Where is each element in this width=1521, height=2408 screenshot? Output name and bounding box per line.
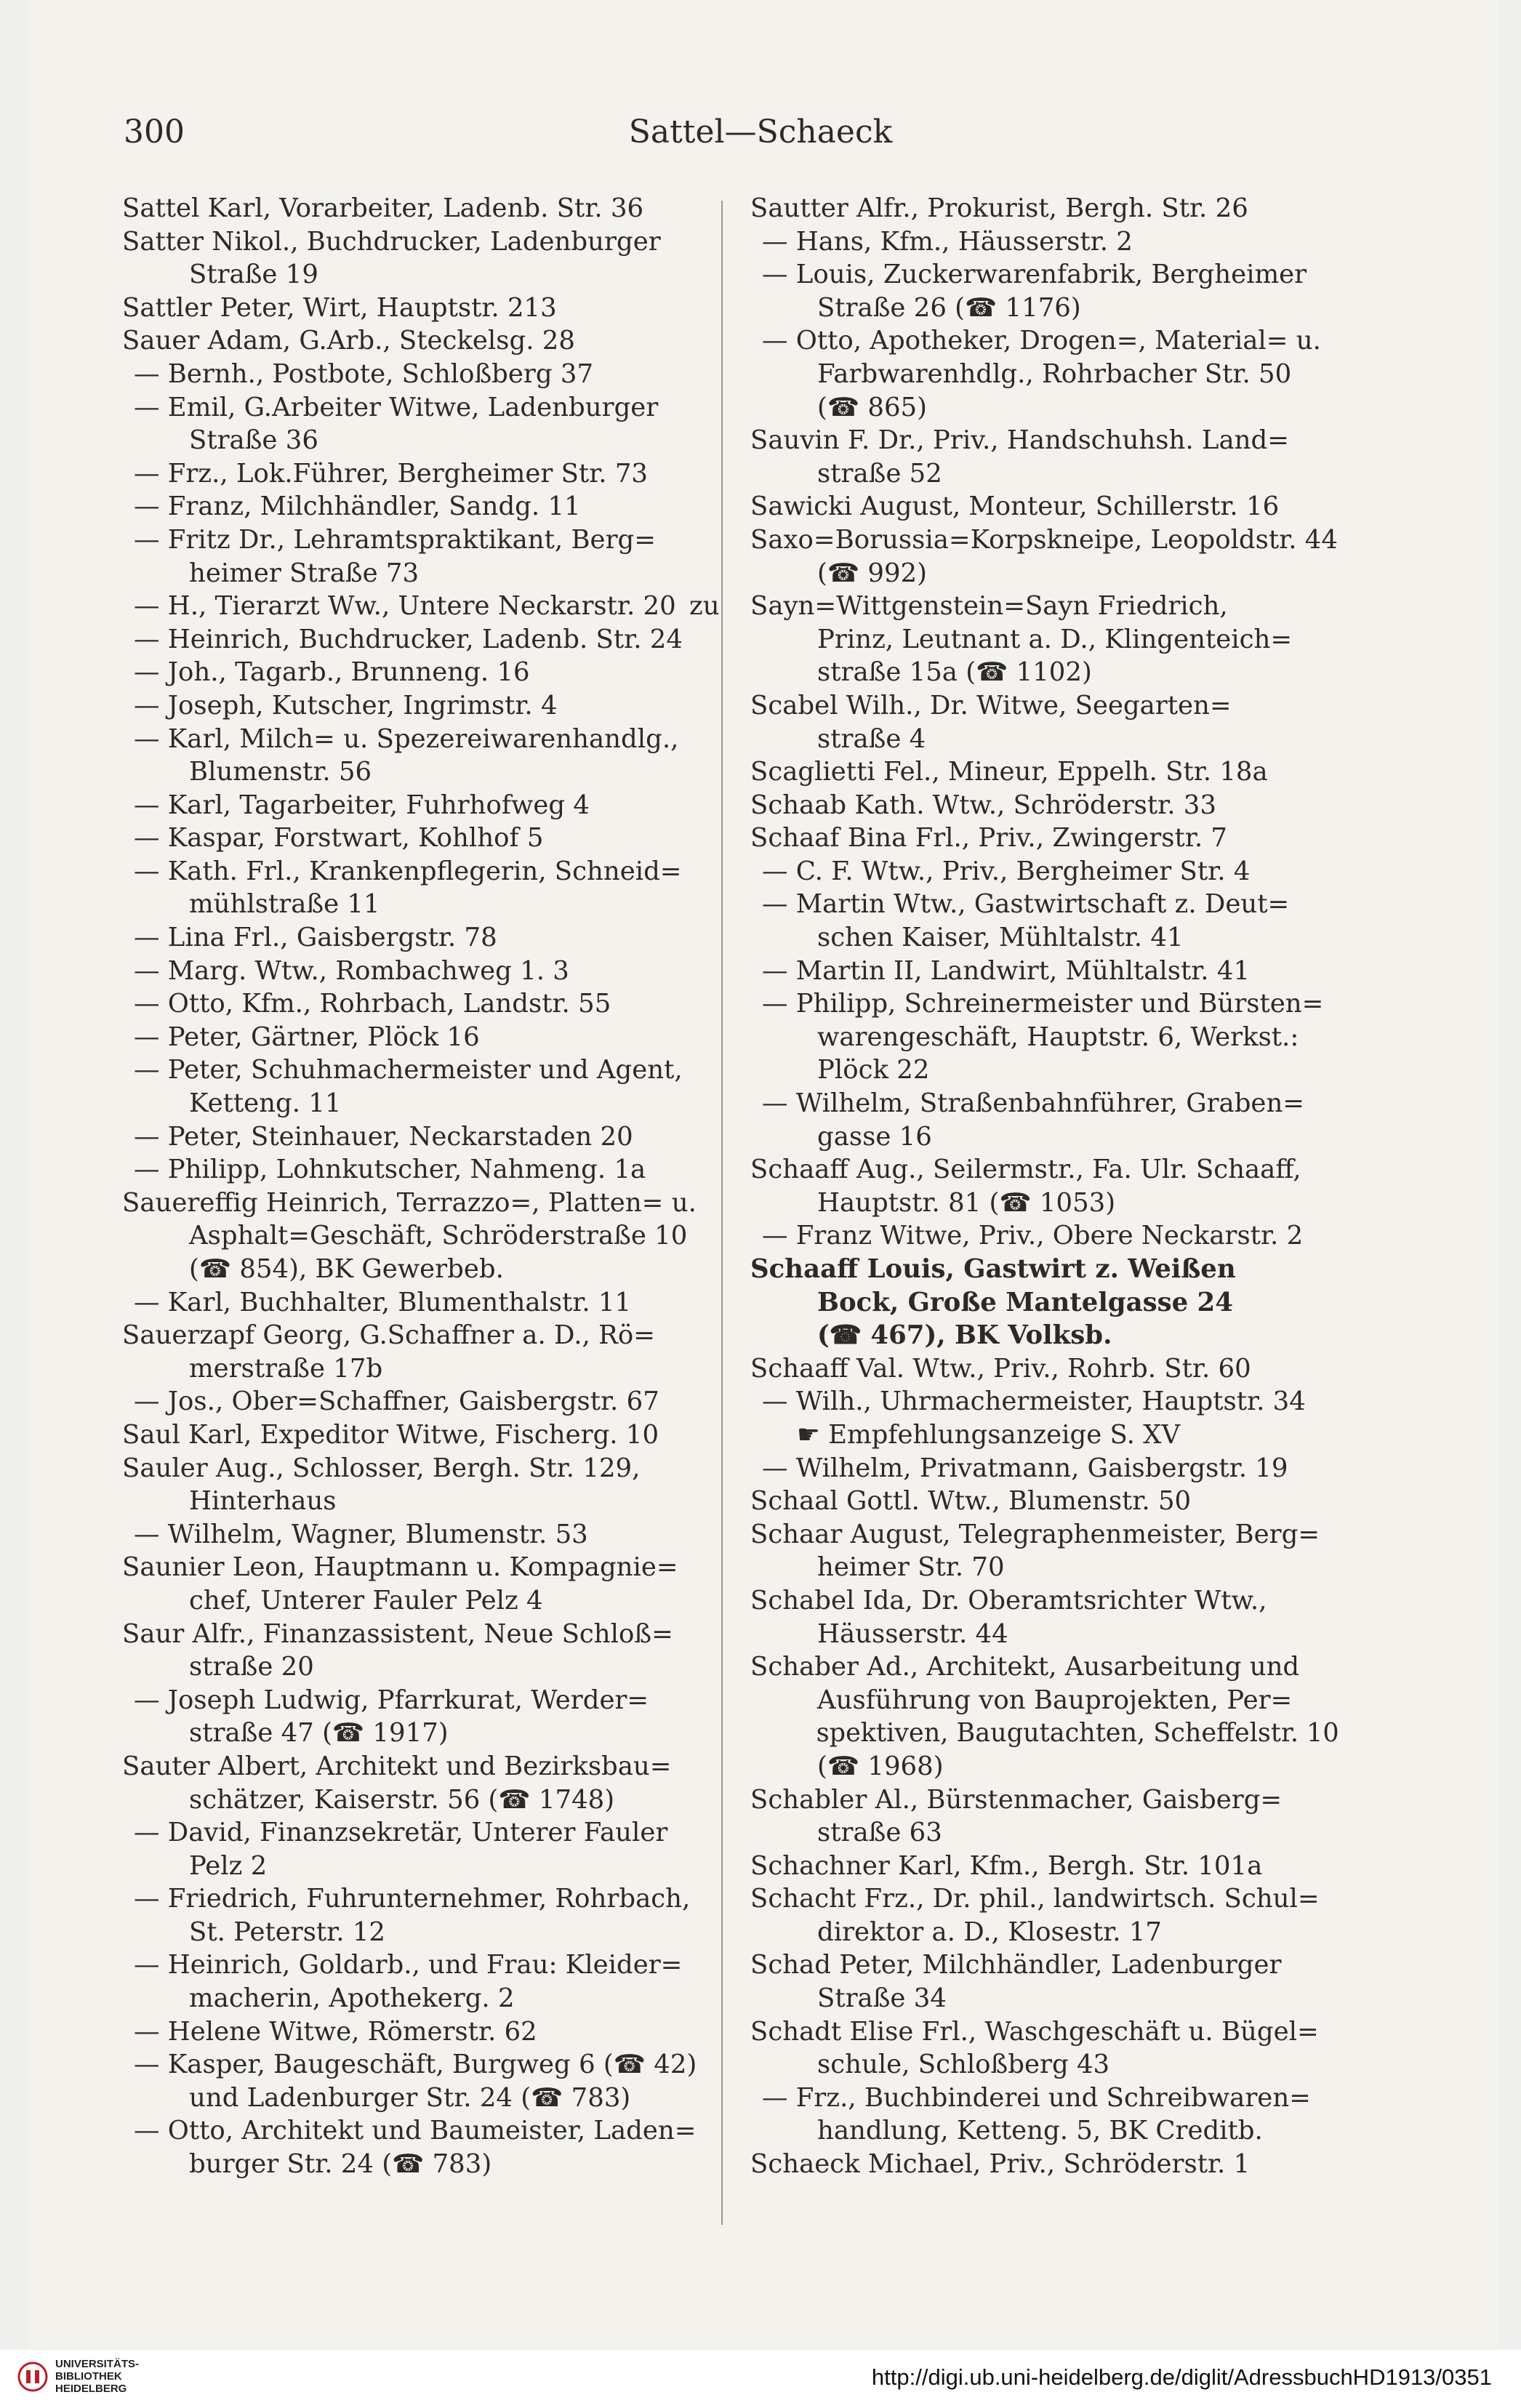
entry-line: — Fritz Dr., Lehramtspraktikant, Berg= — [134, 524, 657, 555]
entry-continuation: straße 20 — [189, 1652, 314, 1682]
directory-entry — [122, 523, 711, 590]
entry-line: Sawicki August, Monteur, Schillerstr. 16 — [750, 491, 1280, 522]
directory-entry — [750, 987, 1339, 1087]
entry-line: — Lina Frl., Gaisbergstr. 78 — [134, 923, 497, 953]
source-url-link[interactable]: http://digi.ub.uni-heidelberg.de/diglit/AdressbuchHD1913/0351 — [871, 2364, 1492, 2390]
directory-entry — [750, 1584, 1339, 1650]
entry-continuation: Häusserstr. 44 — [817, 1618, 1008, 1649]
directory-entry — [122, 590, 711, 623]
entry-line: — David, Finanzsekretär, Unterer Fauler — [134, 1818, 668, 1848]
directory-entry — [750, 258, 1339, 324]
entry-continuation: burger Str. 24 (☎ 783) — [189, 2149, 492, 2180]
directory-entry — [750, 1518, 1339, 1584]
entry-line: Saur Alfr., Finanzassistent, Neue Schloß= — [122, 1618, 673, 1649]
entry-line: — Karl, Milch= u. Spezereiwarenhandlg., — [134, 723, 679, 754]
directory-entry — [750, 1882, 1339, 1949]
directory-entry — [122, 987, 711, 1021]
entry-continuation: merstraße 17b — [189, 1353, 383, 1384]
entry-line: — Peter, Schuhmachermeister und Agent, — [134, 1055, 683, 1085]
entry-line: Schaber Ad., Architekt, Ausarbeitung und — [750, 1652, 1300, 1682]
entry-line: Sayn=Wittgenstein=Sayn Friedrich, — [750, 591, 1228, 622]
entry-continuation: (☎ 1968) — [817, 1751, 944, 1781]
directory-entry — [122, 855, 711, 921]
entry-line: — Martin Wtw., Gastwirtschaft z. Deut= — [762, 889, 1290, 920]
entry-continuation: Farbwarenhdlg., Rohrbacher Str. 50 — [817, 358, 1292, 389]
entry-continuation: Blumenstr. 56 — [189, 757, 372, 787]
directory-entry — [122, 1684, 711, 1750]
library-logo-icon — [17, 2361, 48, 2392]
directory-entry — [122, 1319, 711, 1385]
entry-line: Scaglietti Fel., Mineur, Eppelh. Str. 18a — [750, 757, 1268, 787]
directory-entry — [750, 1385, 1339, 1418]
entry-line: — Karl, Buchhalter, Blumenthalstr. 11 — [134, 1287, 632, 1317]
directory-entry — [750, 523, 1339, 590]
entry-line: — Otto, Architekt und Baumeister, Laden= — [134, 2116, 697, 2146]
entry-continuation: Straße 34 — [817, 1983, 947, 2014]
directory-entry — [122, 1187, 711, 1286]
entry-line: Sauler Aug., Schlosser, Bergh. Str. 129, — [122, 1453, 641, 1483]
directory-entry — [122, 2015, 711, 2049]
directory-entry — [122, 2048, 711, 2114]
directory-entry — [750, 689, 1339, 755]
directory-entry — [122, 192, 711, 225]
directory-entry — [750, 1452, 1339, 1485]
entry-line: — Wilhelm, Straßenbahnführer, Graben= — [762, 1088, 1305, 1119]
entry-line: Sattler Peter, Wirt, Hauptstr. 213 — [122, 292, 557, 323]
entry-line: Schacht Frz., Dr. phil., landwirtsch. Schul= — [750, 1884, 1320, 1914]
directory-entry — [122, 1021, 711, 1054]
directory-entry — [750, 1418, 1339, 1452]
directory-entry — [750, 1153, 1339, 1219]
library-name-line: HEIDELBERG — [55, 2383, 127, 2395]
directory-entry — [750, 424, 1339, 490]
directory-entry — [122, 1286, 711, 1320]
directory-entry — [750, 1087, 1339, 1153]
directory-entry — [750, 888, 1339, 954]
entry-line: — Otto, Apotheker, Drogen=, Material= u. — [762, 326, 1321, 356]
directory-entry — [122, 1816, 711, 1882]
directory-entry — [122, 2114, 711, 2180]
entry-line: Schabel Ida, Dr. Oberamtsrichter Wtw., — [750, 1585, 1267, 1616]
directory-entry — [750, 1850, 1339, 1883]
page-number: 300 — [124, 113, 185, 150]
entry-continuation: straße 4 — [817, 723, 926, 754]
entry-continuation: heimer Straße 73 — [189, 558, 420, 588]
entry-line: — Peter, Gärtner, Plöck 16 — [134, 1022, 480, 1052]
directory-entry — [750, 1352, 1339, 1386]
entry-continuation: St. Peterstr. 12 — [189, 1917, 385, 1947]
entry-line: — Heinrich, Goldarb., und Frau: Kleider= — [134, 1950, 683, 1980]
entry-line: Saunier Leon, Hauptmann u. Kompagnie= — [122, 1552, 678, 1583]
entry-line: — Joseph Ludwig, Pfarrkurat, Werder= — [134, 1685, 649, 1715]
entry-line: — Franz, Milchhändler, Sandg. 11 — [134, 491, 581, 522]
directory-entry — [750, 822, 1339, 855]
directory-entry — [122, 358, 711, 391]
entry-line: — Marg. Wtw., Rombachweg 1. 3 — [134, 955, 569, 986]
entry-line: — Franz Witwe, Priv., Obere Neckarstr. 2 — [762, 1221, 1304, 1251]
directory-entry — [750, 1219, 1339, 1253]
library-name — [55, 2358, 139, 2395]
entry-line: — Emil, G.Arbeiter Witwe, Ladenburger — [134, 392, 659, 422]
entry-line: — Otto, Kfm., Rohrbach, Landstr. 55 — [134, 989, 611, 1019]
entry-line: Sauter Albert, Architekt und Bezirksbau= — [122, 1751, 672, 1781]
running-head: Sattel—Schaeck — [628, 113, 893, 150]
entry-continuation: schätzer, Kaiserstr. 56 (☎ 1748) — [189, 1784, 615, 1815]
entry-line: — Bernh., Postbote, Schloßberg 37 — [134, 358, 594, 389]
entry-line: Saul Karl, Expeditor Witwe, Fischerg. 10 — [122, 1419, 659, 1450]
directory-entry — [750, 192, 1339, 225]
entry-line: Schaaff Louis, Gastwirt z. Weißen — [750, 1254, 1236, 1284]
entry-continuation: macherin, Apothekerg. 2 — [189, 1983, 515, 2014]
entry-line: — Helene Witwe, Römerstr. 62 — [134, 2016, 537, 2047]
entry-continuation: (☎ 854), BK Gewerbeb. — [189, 1254, 504, 1284]
directory-entry — [122, 822, 711, 855]
directory-entry — [750, 1650, 1339, 1783]
entry-line: — Heinrich, Buchdrucker, Ladenb. Str. 24 — [134, 624, 683, 654]
entry-continuation: gasse 16 — [817, 1121, 932, 1152]
directory-entry — [122, 1418, 711, 1452]
directory-entry — [122, 1518, 711, 1552]
entry-continuation: warengeschäft, Hauptstr. 6, Werkst.: — [817, 1022, 1299, 1052]
entry-line: — Philipp, Lohnkutscher, Nahmeng. 1a — [134, 1155, 646, 1185]
entry-continuation: Asphalt=Geschäft, Schröderstraße 10 — [189, 1221, 688, 1251]
entry-continuation: chef, Unterer Fauler Pelz 4 — [189, 1585, 543, 1616]
entry-line: Schaar August, Telegraphenmeister, Berg= — [750, 1519, 1320, 1549]
directory-entry — [750, 789, 1339, 822]
directory-entry — [750, 1949, 1339, 2015]
entry-line: — Joh., Tagarb., Brunneng. 16 — [134, 657, 530, 688]
entry-line: — Kath. Frl., Krankenpflegerin, Schneid= — [134, 856, 682, 886]
directory-entry — [750, 225, 1339, 259]
entry-line: Schaaf Bina Frl., Priv., Zwingerstr. 7 — [750, 823, 1227, 854]
entry-line: Schaal Gottl. Wtw., Blumenstr. 50 — [750, 1486, 1192, 1517]
entry-line: — Friedrich, Fuhrunternehmer, Rohrbach, — [134, 1884, 691, 1914]
entry-line: Schaaff Aug., Seilermstr., Fa. Ulr. Schaaff, — [750, 1155, 1301, 1185]
entry-continuation: und Ladenburger Str. 24 (☎ 783) — [189, 2082, 631, 2113]
entry-line: — Philipp, Schreinermeister und Bürsten= — [762, 989, 1324, 1019]
directory-entry — [750, 2082, 1339, 2148]
directory-entry — [122, 292, 711, 325]
directory-entry — [122, 1153, 711, 1187]
entry-continuation: heimer Str. 70 — [817, 1552, 1005, 1583]
directory-entry — [122, 789, 711, 822]
entry-continuation: Bock, Große Mantelgasse 24 — [817, 1287, 1233, 1317]
entry-line: Sauereffig Heinrich, Terrazzo=, Platten= u. — [122, 1187, 697, 1218]
directory-entry — [122, 689, 711, 723]
entry-continuation: Prinz, Leutnant a. D., Klingenteich= — [817, 624, 1293, 654]
entry-line: Schadt Elise Frl., Waschgeschäft u. Bügel= — [750, 2016, 1319, 2047]
entry-line: — Jos., Ober=Schaffner, Gaisbergstr. 67 — [134, 1386, 659, 1417]
directory-entry — [750, 324, 1339, 424]
entry-continuation: Hauptstr. 81 (☎ 1053) — [817, 1187, 1116, 1218]
entry-continuation: Pelz 2 — [189, 1850, 268, 1881]
entry-continuation: (☎ 992) — [817, 558, 927, 588]
entry-line: — Joseph, Kutscher, Ingrimstr. 4 — [134, 690, 558, 721]
entry-continuation: spektiven, Baugutachten, Scheffelstr. 10 — [816, 1718, 1339, 1749]
right-column — [689, 192, 1339, 2181]
entry-line: — Wilhelm, Wagner, Blumenstr. 53 — [134, 1519, 588, 1549]
directory-entry — [750, 1253, 1339, 1352]
directory-entry — [122, 1618, 711, 1684]
entry-line: — Frz., Buchbinderei und Schreibwaren= — [762, 2082, 1311, 2113]
directory-entry — [122, 623, 711, 657]
entry-continuation: (☎ 467), BK Volksb. — [817, 1320, 1112, 1351]
entry-line: — Kasper, Baugeschäft, Burgweg 6 (☎ 42) — [134, 2050, 697, 2080]
library-name-line: BIBLIOTHEK — [55, 2370, 122, 2383]
entry-continuation: straße 15a (☎ 1102) — [817, 657, 1092, 688]
entry-prefix: zu — [689, 591, 720, 622]
directory-entry — [689, 590, 1339, 689]
entry-continuation: mühlstraße 11 — [189, 889, 380, 920]
entry-continuation: schule, Schloßberg 43 — [817, 2050, 1110, 2080]
entry-line: Schaab Kath. Wtw., Schröderstr. 33 — [750, 790, 1216, 820]
entry-line: — H., Tierarzt Ww., Untere Neckarstr. 20 — [134, 591, 676, 622]
entry-continuation: Straße 19 — [189, 260, 318, 290]
directory-entry — [122, 490, 711, 523]
left-column — [122, 192, 711, 2181]
entry-continuation: direktor a. D., Klosestr. 17 — [817, 1917, 1163, 1947]
directory-entry — [122, 1054, 711, 1120]
directory-entry — [122, 1452, 711, 1518]
directory-entry — [122, 1120, 711, 1154]
entry-continuation: Ketteng. 11 — [189, 1088, 342, 1119]
entry-line: Scabel Wilh., Dr. Witwe, Seegarten= — [750, 690, 1232, 721]
entry-line: Schachner Karl, Kfm., Bergh. Str. 101a — [750, 1850, 1263, 1881]
directory-entry — [750, 2148, 1339, 2181]
entry-continuation: handlung, Ketteng. 5, BK Creditb. — [817, 2116, 1263, 2146]
entry-line: Schabler Al., Bürstenmacher, Gaisberg= — [750, 1784, 1283, 1815]
directory-entry — [122, 324, 711, 358]
entry-line: — Karl, Tagarbeiter, Fuhrhofweg 4 — [134, 790, 590, 820]
entry-line: — Wilhelm, Privatmann, Gaisbergstr. 19 — [762, 1453, 1288, 1483]
directory-entry — [122, 723, 711, 789]
directory-entry — [122, 1551, 711, 1617]
entry-continuation: schen Kaiser, Mühltalstr. 41 — [817, 923, 1184, 953]
entry-line: — Wilh., Uhrmachermeister, Hauptstr. 34 — [762, 1386, 1306, 1417]
entry-line: Schad Peter, Milchhändler, Ladenburger — [750, 1950, 1282, 1980]
directory-entry — [122, 1949, 711, 2015]
directory-entry — [750, 490, 1339, 523]
entry-line: — Kaspar, Forstwart, Kohlhof 5 — [134, 823, 544, 854]
directory-entry — [122, 1882, 711, 1949]
directory-entry — [122, 391, 711, 457]
entry-line: Saxo=Borussia=Korpskneipe, Leopoldstr. 44 — [750, 524, 1338, 555]
column-divider — [721, 201, 723, 2225]
library-name-line: UNIVERSITÄTS- — [55, 2358, 140, 2370]
entry-continuation: (☎ 865) — [817, 392, 927, 422]
directory-entry — [122, 225, 711, 292]
directory-entry — [750, 1485, 1339, 1518]
entry-line: Schaaff Val. Wtw., Priv., Rohrb. Str. 60 — [750, 1353, 1251, 1384]
entry-continuation: Straße 26 (☎ 1176) — [817, 292, 1081, 323]
directory-entry — [750, 2015, 1339, 2082]
directory-entry — [122, 1385, 711, 1418]
entry-line: — Frz., Lok.Führer, Bergheimer Str. 73 — [134, 458, 649, 489]
entry-line: Satter Nikol., Buchdrucker, Ladenburger — [122, 226, 661, 257]
directory-entry — [122, 921, 711, 955]
directory-entry — [750, 855, 1339, 888]
directory-entry — [750, 1783, 1339, 1850]
entry-continuation: Hinterhaus — [189, 1486, 337, 1517]
entry-continuation: Straße 36 — [189, 425, 318, 456]
entry-continuation: Plöck 22 — [817, 1055, 930, 1085]
entry-line: — Hans, Kfm., Häusserstr. 2 — [762, 226, 1133, 257]
entry-line: — Martin II, Landwirt, Mühltalstr. 41 — [762, 955, 1251, 986]
entry-continuation: straße 52 — [817, 458, 942, 489]
directory-entry — [750, 955, 1339, 988]
entry-line: Sattel Karl, Vorarbeiter, Ladenb. Str. 36 — [122, 193, 644, 223]
entry-line: Sauerzapf Georg, G.Schaffner a. D., Rö= — [122, 1320, 655, 1351]
entry-line: Sauvin F. Dr., Priv., Handschuhsh. Land= — [750, 425, 1289, 456]
directory-entry — [122, 955, 711, 988]
entry-line: — C. F. Wtw., Priv., Bergheimer Str. 4 — [762, 856, 1251, 886]
entry-line: — Louis, Zuckerwarenfabrik, Bergheimer — [762, 260, 1307, 290]
entry-continuation: straße 63 — [817, 1818, 942, 1848]
directory-entry — [122, 656, 711, 689]
entry-line: ☛ Empfehlungsanzeige S. XV — [797, 1419, 1181, 1450]
entry-line: Sauer Adam, G.Arb., Steckelsg. 28 — [122, 326, 575, 356]
entry-line: Schaeck Michael, Priv., Schröderstr. 1 — [750, 2149, 1251, 2180]
directory-entry — [122, 1750, 711, 1816]
entry-line: — Peter, Steinhauer, Neckarstaden 20 — [134, 1121, 633, 1152]
directory-entry — [122, 457, 711, 491]
entry-continuation: Ausführung von Bauprojekten, Per= — [817, 1685, 1293, 1715]
entry-line: Sautter Alfr., Prokurist, Bergh. Str. 26 — [750, 193, 1248, 223]
entry-continuation: straße 47 (☎ 1917) — [189, 1718, 449, 1749]
directory-entry — [750, 755, 1339, 789]
